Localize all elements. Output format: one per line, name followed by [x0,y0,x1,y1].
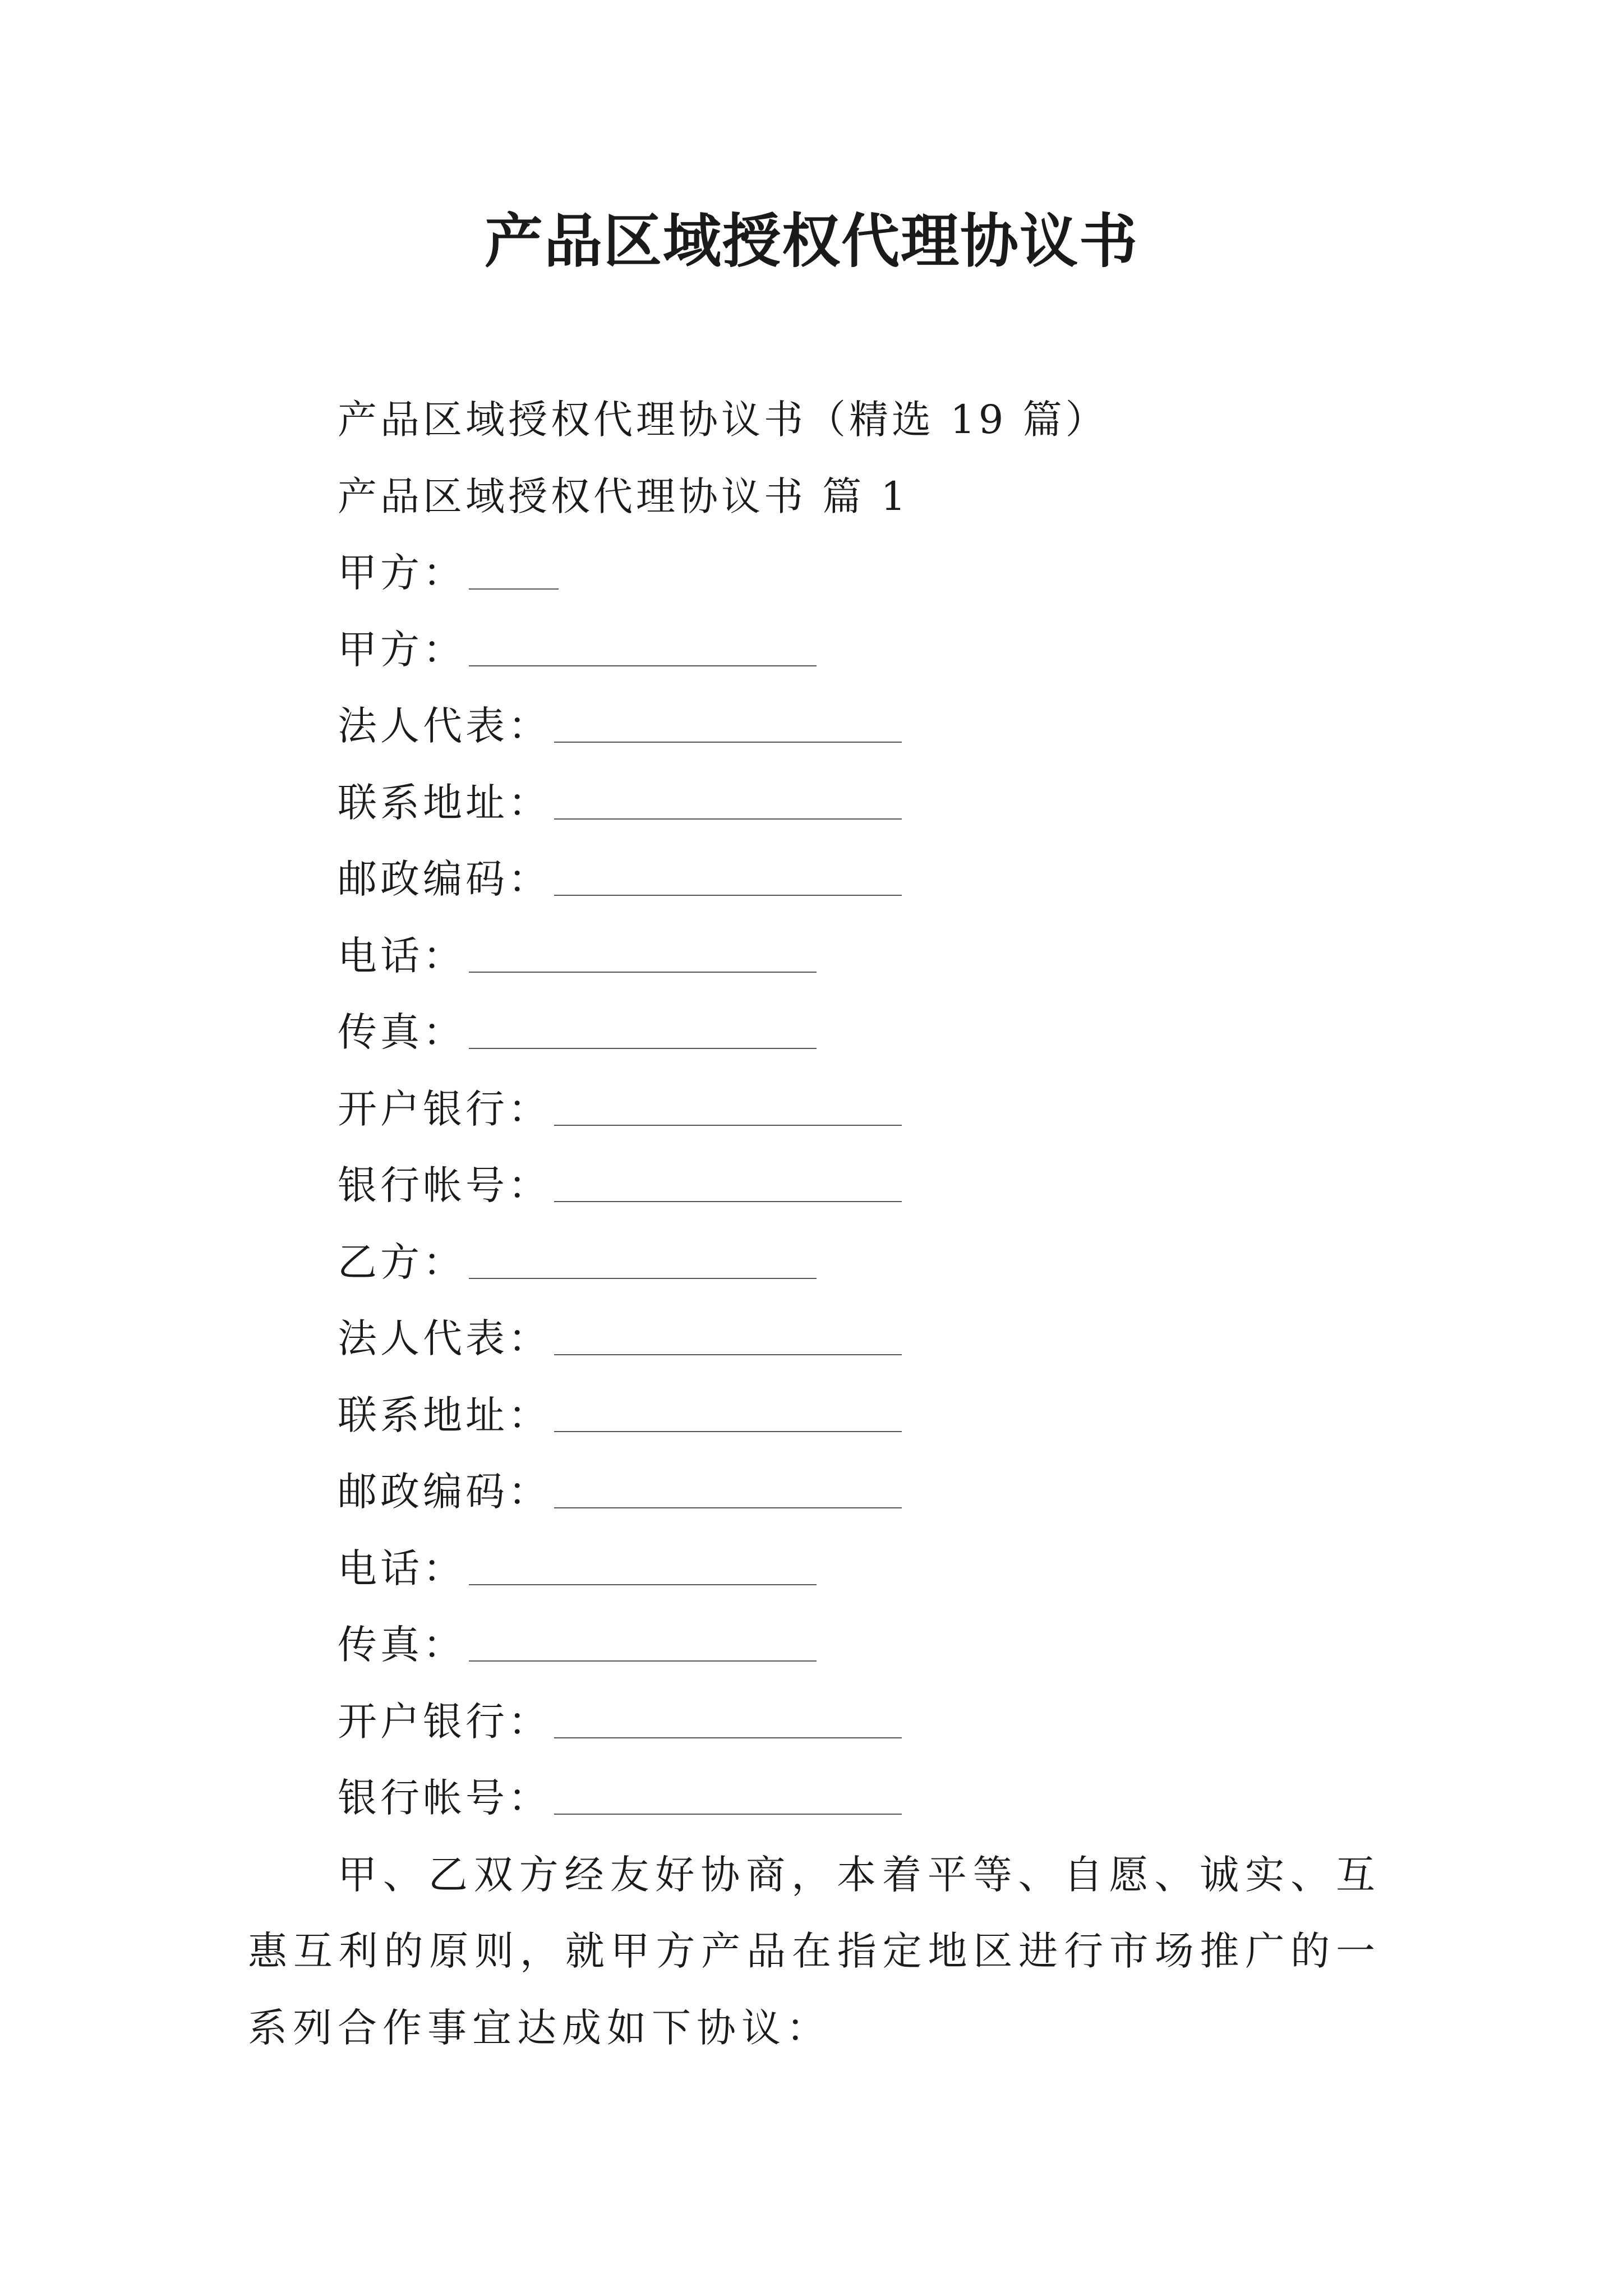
document-subtitle: 产品区域授权代理协议书（精选 19 篇） [338,397,1108,443]
party-b-field-row [248,1377,1381,1454]
party-b-field-row [248,1300,1381,1377]
party-a-field-blank[interactable] [554,1168,902,1202]
party-b-field-blank[interactable] [554,1475,902,1508]
party-a-field-row [248,841,1381,918]
party-a-field-blank[interactable] [554,709,902,743]
party-a-field-row [248,611,1381,688]
party-a-field-row [248,994,1381,1071]
document-body [248,381,1381,2066]
party-a-field-blank[interactable] [469,939,817,973]
party-a-field-row [248,688,1381,765]
intro-paragraph: 甲、乙双方经友好协商，本着平等、自愿、诚实、互惠互利的原则，就甲方产品在指定地区进行市场推广的一系列合作事宜达成如下协议： [248,1851,1381,2051]
party-a-fields [248,535,1381,1224]
party-b-field-blank[interactable] [469,1552,817,1585]
party-a-field-blank[interactable] [469,556,559,590]
party-a-field-label: 甲方： [338,626,465,673]
party-b-field-row [248,1530,1381,1607]
party-b-field-label: 邮政编码： [338,1469,551,1515]
party-a-field-row [248,535,1381,611]
party-b-field-row [248,1453,1381,1530]
party-a-field-blank[interactable] [554,862,902,896]
party-b-field-blank[interactable] [554,1398,902,1432]
party-a-field-label: 电话： [338,932,465,979]
party-b-field-row [248,1607,1381,1683]
party-a-field-row [248,1147,1381,1224]
section-heading: 产品区域授权代理协议书 篇 1 [338,473,910,519]
party-b-field-label: 传真： [338,1622,465,1668]
party-b-field-blank[interactable] [554,1781,902,1815]
party-a-field-row [248,765,1381,841]
party-a-field-label: 法人代表： [338,703,551,749]
party-a-field-blank[interactable] [554,786,902,820]
party-a-field-row [248,918,1381,995]
party-a-field-blank[interactable] [554,1092,902,1126]
party-a-field-blank[interactable] [469,633,817,666]
party-b-field-label: 电话： [338,1545,465,1591]
party-b-field-blank[interactable] [554,1322,902,1355]
party-a-field-label: 开户银行： [338,1085,551,1132]
party-a-field-label: 传真： [338,1009,465,1055]
party-a-field-label: 甲方： [338,550,465,596]
party-b-fields [248,1224,1381,1837]
party-a-field-label: 联系地址： [338,779,551,826]
party-b-field-label: 开户银行： [338,1698,551,1745]
party-b-field-row [248,1224,1381,1301]
party-b-field-label: 联系地址： [338,1392,551,1438]
party-b-field-blank[interactable] [469,1245,817,1279]
document-title: 产品区域授权代理协议书 [484,207,1138,275]
party-b-field-blank[interactable] [554,1705,902,1738]
party-b-field-label: 乙方： [338,1239,465,1285]
party-b-field-blank[interactable] [469,1628,817,1662]
party-b-field-row [248,1760,1381,1837]
party-a-field-label: 邮政编码： [338,856,551,902]
party-a-field-row [248,1071,1381,1148]
party-b-field-label: 法人代表： [338,1315,551,1361]
party-b-field-row [248,1683,1381,1760]
party-a-field-label: 银行帐号： [338,1162,551,1208]
party-a-field-blank[interactable] [469,1015,817,1049]
party-b-field-label: 银行帐号： [338,1775,551,1821]
